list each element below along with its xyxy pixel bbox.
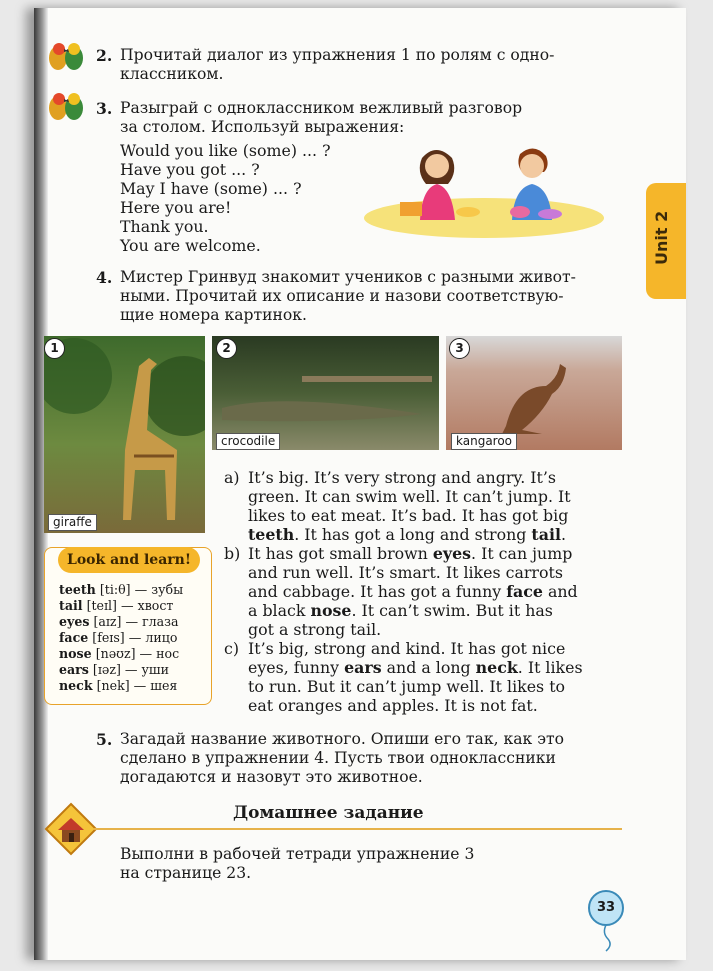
exercise-2-line: Прочитай диалог из упражнения 1 по ролям с одно- <box>120 46 555 64</box>
exercise-4-line: щие номера картинок. <box>120 306 307 324</box>
desc-line: to run. But it can’t jump well. It likes to <box>248 677 566 696</box>
photo-number-badge: 2 <box>216 338 237 359</box>
unit-tab <box>646 183 686 299</box>
desc-line: teeth. It has got a long and strong tail. <box>248 525 566 544</box>
vocab-row: ears [ɪəz] — уши <box>59 662 170 677</box>
phrase: Thank you. <box>120 217 209 236</box>
exercise-3-number: 3. <box>96 99 113 118</box>
exercise-5-number: 5. <box>96 730 113 749</box>
giraffe-figure <box>44 336 205 533</box>
photo-caption: kangaroo <box>451 433 517 450</box>
homework-title: Домашнее задание <box>233 803 424 823</box>
exercise-5-line: догадаются и назовут это животное. <box>120 768 423 786</box>
desc-line: eyes, funny ears and a long neck. It likes <box>248 658 583 677</box>
exercise-5-line: сделано в упражнении 4. Пусть твои одноклассники <box>120 749 556 767</box>
phrase: May I have (some) ... ? <box>120 179 302 198</box>
homework-line: Выполни в рабочей тетради упражнение 3 <box>120 845 475 863</box>
exercise-2-line: классником. <box>120 65 224 83</box>
exercise-4-line: ными. Прочитай их описание и назови соответствую- <box>120 287 564 305</box>
vocab-row: neck [nek] — шея <box>59 678 178 693</box>
desc-line: eat oranges and apples. It is not fat. <box>248 696 538 715</box>
desc-line: green. It can swim well. It can’t jump. It <box>248 487 571 506</box>
parrots-icon <box>46 90 88 124</box>
unit-tab-label: Unit 2 <box>652 210 671 265</box>
phrase: Would you like (some) ... ? <box>120 141 331 160</box>
vocab-row: nose [nəʊz] — нос <box>59 646 180 661</box>
desc-line: got a strong tail. <box>248 620 382 639</box>
phrase: Here you are! <box>120 198 232 217</box>
exercise-5-line: Загадай название животного. Опиши его так, как это <box>120 730 564 748</box>
phrase: You are welcome. <box>120 236 261 255</box>
photo-caption: giraffe <box>48 514 97 531</box>
desc-line: and cabbage. It has got a funny face and <box>248 582 578 601</box>
homework-divider <box>94 828 622 830</box>
desc-line: It has got small brown eyes. It can jump <box>248 544 573 563</box>
giraffe-photo <box>44 336 205 533</box>
photo-number-badge: 3 <box>449 338 470 359</box>
vocab-row: tail [teɪl] — хвост <box>59 598 174 613</box>
desc-label: a) <box>224 468 240 487</box>
exercise-4-line: Мистер Гринвуд знакомит учеников с разными живот- <box>120 268 576 286</box>
exercise-2-number: 2. <box>96 46 113 65</box>
page-number: 33 <box>596 900 616 915</box>
desc-line: It’s big, strong and kind. It has got nice <box>248 639 566 658</box>
homework-line: на странице 23. <box>120 864 252 882</box>
vocab-row: teeth [ti:θ] — зубы <box>59 582 184 597</box>
homework-house-icon <box>44 802 98 856</box>
desc-line: and run well. It’s smart. It likes carrots <box>248 563 563 582</box>
children-at-table-illustration <box>360 140 608 240</box>
vocab-row: face [feɪs] — лицо <box>59 630 178 645</box>
look-and-learn-title: Look and learn! <box>58 547 200 573</box>
desc-label: b) <box>224 544 241 563</box>
exercise-4-number: 4. <box>96 268 113 287</box>
desc-label: c) <box>224 639 240 658</box>
parrots-icon <box>46 40 88 74</box>
photo-caption: crocodile <box>216 433 280 450</box>
phrase: Have you got ... ? <box>120 160 260 179</box>
exercise-3-line: Разыграй с одноклассником вежливый разговор <box>120 99 523 117</box>
photo-number-badge: 1 <box>44 338 65 359</box>
desc-line: a black nose. It can’t swim. But it has <box>248 601 553 620</box>
vocab-row: eyes [aɪz] — глаза <box>59 614 179 629</box>
desc-line: likes to eat meat. It’s bad. It has got big <box>248 506 569 525</box>
desc-line: It’s big. It’s very strong and angry. It’s <box>248 468 556 487</box>
exercise-3-line: за столом. Используй выражения: <box>120 118 405 136</box>
